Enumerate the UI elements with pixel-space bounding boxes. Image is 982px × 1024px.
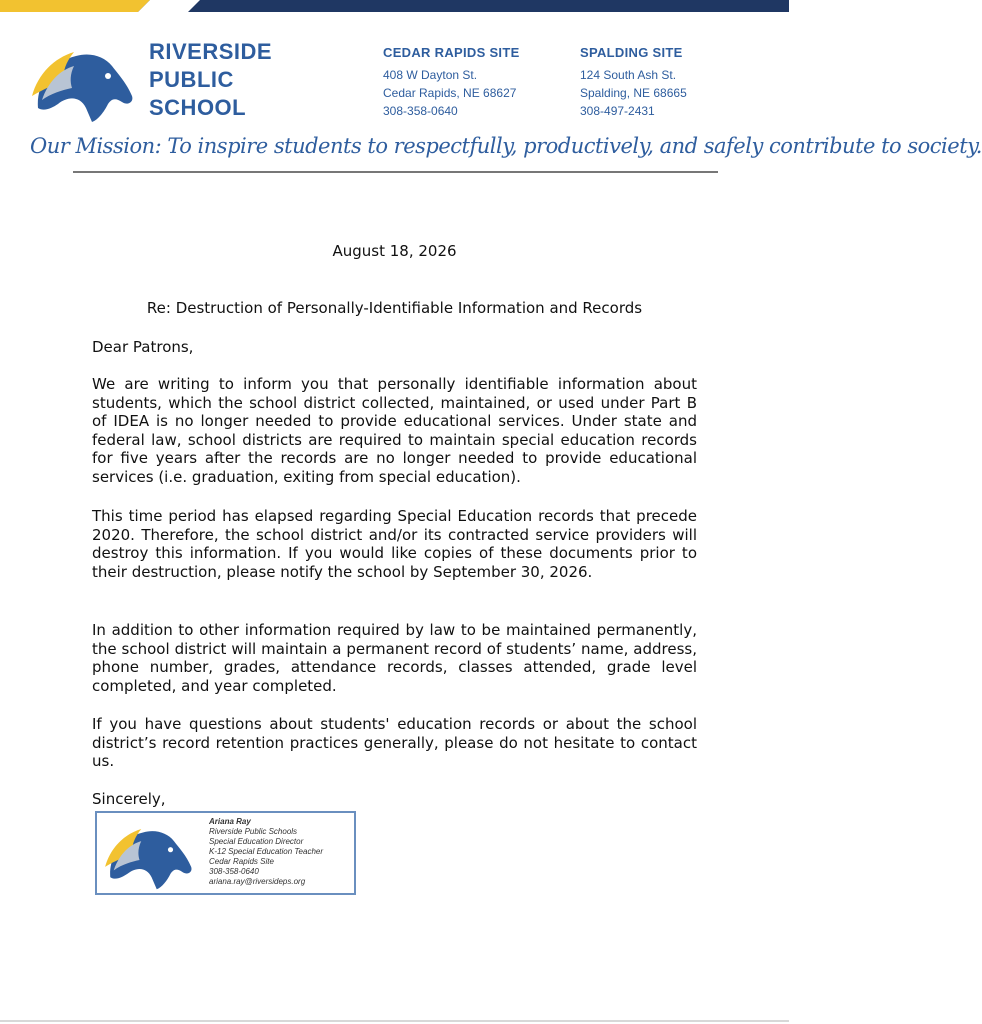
salutation: Dear Patrons, [92, 338, 194, 356]
spalding-site [580, 44, 687, 120]
site-title: SPALDING SITE [580, 45, 683, 60]
site-phone: 308-358-0640 [383, 104, 458, 118]
site-title: CEDAR RAPIDS SITE [383, 45, 520, 60]
mustang-logo [28, 38, 138, 124]
header-color-bar [0, 0, 789, 12]
header-divider [73, 171, 718, 173]
paragraph: This time period has elapsed regarding Special Education records that precede 2020. Therefore, the school district and/or its contracted service providers will destroy this information. If you would like copies of these documents prior to their destruction, please notify the school by September 30, 2026. [92, 507, 697, 581]
mission-statement: Our Mission: To inspire students to respectfully, productively, and safely contribute to society. [30, 134, 982, 158]
school-name-line: RIVERSIDE [149, 39, 273, 64]
school-name-line: SCHOOL [149, 95, 247, 120]
signature-card [95, 811, 356, 895]
signature-line: Special Education Director [209, 837, 304, 846]
school-name-line: PUBLIC [149, 67, 234, 92]
site-address: 408 W Dayton St. [383, 68, 478, 82]
signature-line: Cedar Rapids Site [209, 857, 274, 866]
closing: Sincerely, [92, 790, 166, 808]
site-city: Cedar Rapids, NE 68627 [383, 86, 517, 100]
signature-line: Riverside Public Schools [209, 827, 298, 836]
paragraph: If you have questions about students' education records or about the school district’s record retention practices generally, please do not hesitate to contact us. [92, 715, 697, 770]
school-name [149, 38, 272, 122]
site-address: 124 South Ash St. [580, 68, 677, 82]
paragraph: We are writing to inform you that personally identifiable information about students, which the school district collected, maintained, or used under Part B of IDEA is no longer needed to provide educational services. Under state and federal law, school districts are required to maintain special education records for five years after the records are no longer needed to provide educational services (i.e. graduation, exiting from special education). [92, 375, 697, 486]
signature-line: K-12 Special Education Teacher [209, 847, 323, 856]
cedar-rapids-site [383, 44, 520, 120]
signer-name: Ariana Ray [209, 817, 251, 826]
letter-subject: Re: Destruction of Personally-Identifiable Information and Records [146, 299, 643, 317]
letter-date: August 18, 2026 [332, 242, 457, 260]
signature-line: 308-358-0640 [209, 867, 259, 876]
site-city: Spalding, NE 68665 [580, 86, 687, 100]
signature-details [209, 817, 323, 887]
page-bottom-edge [0, 1020, 789, 1022]
site-phone: 308-497-2431 [580, 104, 655, 118]
mustang-logo [99, 817, 199, 891]
signature-email: ariana.ray@riversideps.org [209, 877, 306, 886]
paragraph: In addition to other information required by law to be maintained permanently, the school district will maintain a permanent record of students’ name, address, phone number, grades, attendance records, classes attended, grade level completed, and year completed. [92, 621, 697, 695]
